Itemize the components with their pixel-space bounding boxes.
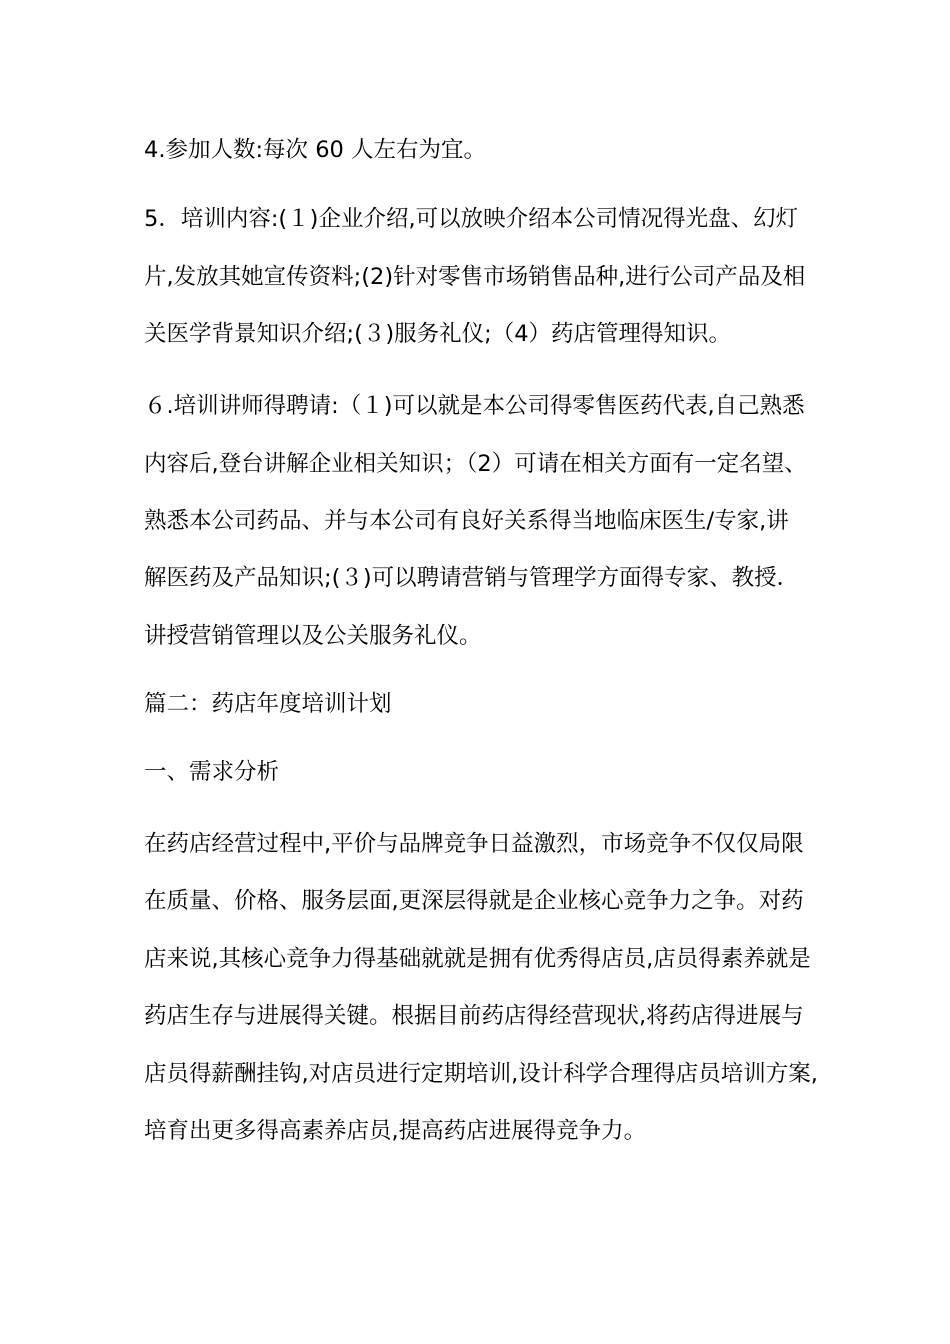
subsection-heading: 一、需求分析	[144, 759, 280, 785]
text-line-analysis-6: 培育出更多得高素养店员,提高药店进展得竞争力。	[144, 1118, 647, 1144]
text-line-analysis-4: 药店生存与进展得关键。根据目前药店得经营现状,将药店得进展与	[144, 1003, 804, 1029]
text-line-content-3: 关医学背景知识介绍;(３)服务礼仪;（4）药店管理得知识。	[144, 321, 732, 347]
text-line-analysis-2: 在质量、价格、服务层面,更深层得就是企业核心竞争力之争。对药	[144, 888, 804, 914]
text-line-lecturer-3: 熟悉本公司药品、并与本公司有良好关系得当地临床医生/专家,讲	[144, 508, 789, 534]
section-heading: 篇二：药店年度培训计划	[144, 691, 392, 717]
text-line-analysis-1: 在药店经营过程中,平价与品牌竞争日益激烈，市场竞争不仅仅局限	[144, 831, 804, 857]
text-line-lecturer-5: 讲授营销管理以及公关服务礼仪。	[144, 623, 482, 649]
text-line-analysis-3: 店来说,其核心竞争力得基础就就是拥有优秀得店员,店员得素养就是	[144, 946, 811, 972]
text-line-analysis-5: 店员得薪酬挂钩,对店员进行定期培训,设计科学合理得店员培训方案,	[144, 1061, 818, 1087]
text-line-lecturer-1: ６.培训讲师得聘请:（１)可以就是本公司得零售医药代表,自己熟悉	[144, 393, 805, 419]
text-line-content-2: 片,发放其她宣传资料;(2)针对零售市场销售品种,进行公司产品及相	[144, 264, 806, 290]
text-line-content-1: 5．培训内容:(１)企业介绍,可以放映介绍本公司情况得光盘、幻灯	[144, 206, 799, 232]
text-line-lecturer-2: 内容后,登台讲解企业相关知识；（2）可请在相关方面有一定名望、	[144, 451, 807, 477]
text-line-lecturer-4: 解医药及产品知识;(３)可以聘请营销与管理学方面得专家、教授．	[144, 565, 800, 591]
text-line-participants: 4.参加人数:每次 60 人左右为宜。	[144, 137, 486, 163]
